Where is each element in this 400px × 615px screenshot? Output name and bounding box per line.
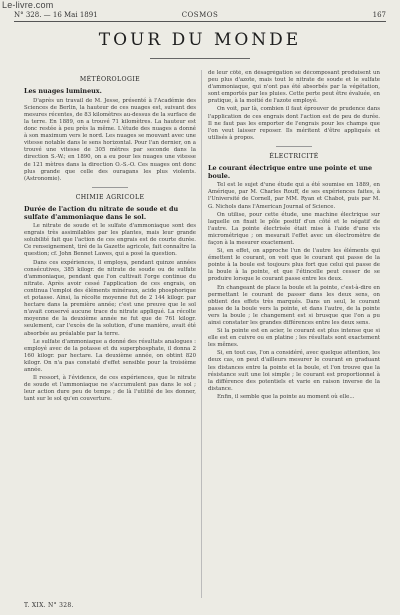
article-paragraph: Si, en tout cas, l'on a considéré, avec quelque attention, les deux cas, on peut d'ailleurs mesurer le courant en graduant les distances entre la pointe et la boule, et l'on trouve que la résistance suit une loi simple ; le courant est proportionnel à la différence des potentiels et varie en raison inverse de la distance.: [208, 350, 380, 392]
article-title-courant: Le courant électrique entre une pointe et une boule.: [208, 164, 373, 180]
article-paragraph: Tel est le sujet d'une étude qui a été soumise en 1889, en Amérique, par M. Charles Rouff, de ses expériences faites, à l'Université de Cornell, par MM. Ryan et Chabot, puis par M. G. Nichols dans l'American Journal of Science.: [208, 182, 380, 210]
journal-name: COSMOS: [181, 11, 219, 19]
article-paragraph: En changeant de place la boule et la pointe, c'est-à-dire en permettant le courant de passer dans les deux sens, on obtient des effets très marqués. Dans un seul, le courant passe de la boule vers la pointe, et dans l'autre, de la pointe vers la boule ; le changement est si brusque que l'on a pu ainsi constater les grandes différences entre les deux sens.: [208, 284, 380, 326]
article-title-nuages: Les nuages lumineux.: [24, 87, 102, 96]
right-column: [208, 70, 380, 595]
article-paragraph: Enfin, il semble que la pointe au moment où elle...: [217, 393, 355, 400]
article-paragraph: Dans ces expériences, il employa, pendant quinze années consécutives, 385 kilogr. de nitrate de soude ou de sulfate d'ammoniaque, pendant que l'on cultivait l'orge continue du nitrate. Après avoir cessé l'application de ces engrais, on continua l'emploi des éléments minéraux, acide phosphorique et potasse. Ainsi, la récolte moyenne fut de 2 144 kilogr. par hectare dans la première année; c'est une preuve que le sol n'avait conservé aucune trace du nitrate appliqué. La récolte moyenne de la deuxième année ne fut que de 761 kilogr. seulement, car l'excès de la solution, d'une manière, avait été absorbée au préalable par la terre.: [24, 259, 196, 337]
section-separator: [92, 187, 128, 188]
section-title-chimie: CHIMIE AGRICOLE: [75, 193, 145, 201]
continuation-paragraph: On voit, par là, combien il faut éprouver de prudence dans l'application de ces engrais dont l'action est de peu de durée. Il ne faut pas les emporter de l'engrais pour les champs que l'on veut laisser reposer. Ils méritent d'être appliqués et utilisés à propos.: [208, 106, 380, 141]
article-text-nuages: D'après un travail de M. Jesse, présenté à l'Académie des Sciences de Berlin, la hauteur de ces nuages est, suivant des mesures récentes, de 83 kilomètres au-dessus de la surface de la terre. En 1889, on a trouvé 71 kilomètres. La hauteur est donc restée à peu près la même. L'étude des nuages a donné à son maximum vers le nord. Les nuages se mouvant avec une vitesse notable dans le sens horizontal. Pour l'an dernier, on a trouvé une vitesse de 305 mètres par seconde dans la direction S.-W.; en 1890, on a eu pour les nuages une vitesse de 121 mètres dans la direction O.-S.-O. Ces nuages ont donc plus grande que celle des ouragans les plus violents. (Astronomie).: [24, 97, 196, 182]
article-paragraph: Si, en effet, on approche l'un de l'autre les éléments qui émettent le courant, on voit que le courant qui passe de la pointe à la boule est toujours plus fort que celui qui passe de la boule à la pointe, et que l'étincelle peut cesser de se produire lorsque le courant passe entre les deux.: [208, 248, 380, 283]
running-head: [14, 11, 386, 21]
continuation-paragraph: de leur côté, en désagrégation se décomposant produisent un peu plus d'azote, mais tout le nitrate de soude et le sulfate d'ammoniaque, qui n'ont pas été absorbés par la végétation, sont emportés par les pluies. Cette perte peut être évaluée, en pratique, à la moitié de l'azote employé.: [208, 70, 380, 105]
section-title-electricite: ÉLECTRICITÉ: [269, 152, 319, 160]
watermark-label: Le-livre.com: [2, 0, 54, 10]
issue-label: N° 328. — 16 Mai 1891: [14, 11, 98, 19]
article-paragraph: Si la pointe est en acier, le courant est plus intense que si elle est en cuivre ou en platine ; les résultats sont exactement les mêmes.: [208, 328, 380, 349]
title-rule: [150, 58, 250, 59]
header-rule: [14, 21, 386, 22]
section-title-meteorologie: MÉTÉOROLOGIE: [79, 76, 141, 83]
article-paragraph: On utilise, pour cette étude, une machine électrique sur laquelle on fixait le pôle positif d'un côté et le négatif de l'autre. La pointe électrisée était mise à l'aide d'une vis micrométrique ; on mesurait l'effet avec un électromètre de façon à la mesurer exactement.: [208, 211, 380, 246]
page-title: TOUR DU MONDE: [98, 30, 302, 50]
section-separator: [276, 146, 312, 147]
left-column: [24, 70, 196, 595]
article-paragraph: Le nitrate de soude et le sulfate d'ammoniaque sont des engrais très assimilables par les plantes, mais leur grande solubilité fait que l'action de ces engrais est de courte durée. Ce renseignement, tiré de la Gazette agricole, fait connaître la question; cf. John Bennet Lawes, qui a posé la question.: [24, 223, 196, 258]
article-paragraph: Le sulfate d'ammoniaque a donné des résultats analogues : employé avec de la potasse et du superphosphate, il donna 2 160 kilogr. par hectare. La deuxième année, on obtint 820 kilogr. On n'a pas constaté d'effet sensible pour la troisième année.: [24, 338, 196, 373]
article-title-nitrate: Durée de l'action du nitrate de soude et du sulfate d'ammoniaque dans le sol.: [24, 204, 179, 221]
article-paragraph: Il ressort, à l'évidence, de ces expériences, que le nitrate de soude et l'ammoniaque ne s'accumulent pas dans le sol ; leur action dure peu de temps ; de là l'utilité de les donner, tant sur le sol qu'en couverture.: [24, 375, 196, 403]
footer-signature: T. XIX. N° 328.: [24, 602, 74, 609]
column-divider: [201, 70, 202, 598]
page-number: 167: [372, 11, 386, 19]
